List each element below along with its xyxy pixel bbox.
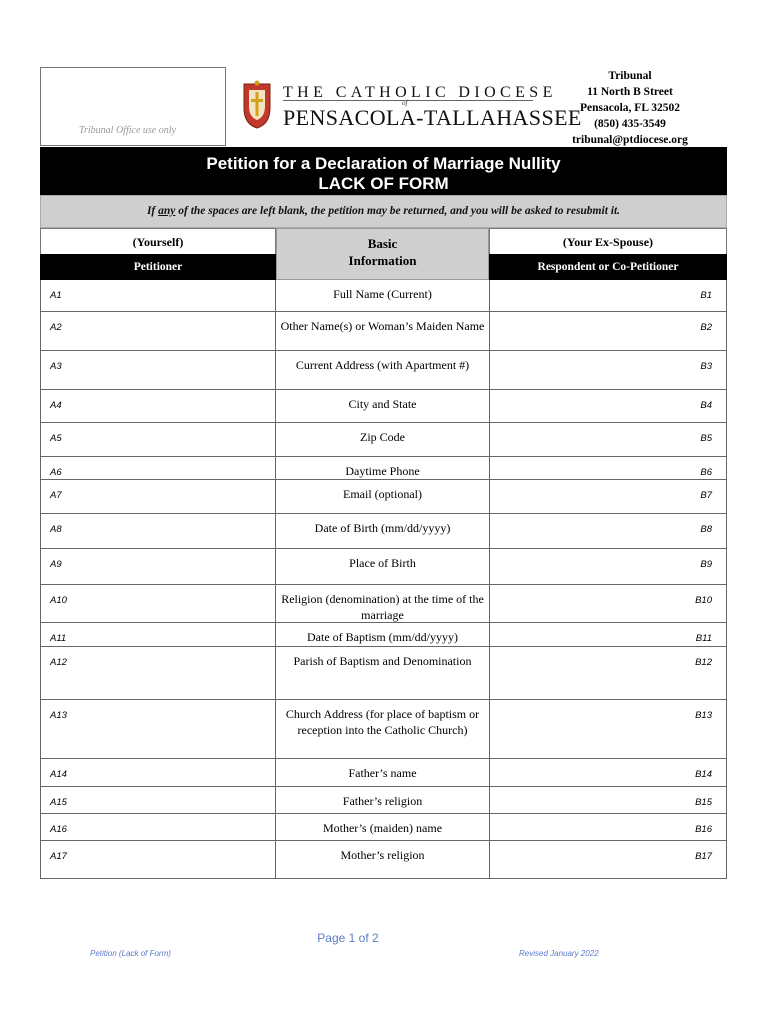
field-label: Father’s name — [348, 766, 417, 780]
petitioner-field-code: A11 — [50, 633, 67, 644]
petitioner-field-code: A17 — [50, 851, 67, 862]
field-label: Full Name (Current) — [333, 287, 432, 301]
address-street: 11 North B Street — [587, 86, 673, 98]
basic-info-line1: Basic — [367, 236, 398, 251]
basic-info-line2: Information — [348, 253, 417, 268]
field-label: Daytime Phone — [345, 464, 420, 478]
table-row — [40, 390, 727, 423]
table-row — [40, 549, 727, 585]
table-row — [40, 814, 727, 841]
footer-form-name: Petition (Lack of Form) — [90, 949, 171, 958]
table-row — [40, 457, 727, 480]
diocese-name-line2: PENSACOLA-TALLAHASSEE — [283, 105, 582, 130]
petitioner-field[interactable] — [40, 480, 276, 513]
tribunal-office-label: Tribunal Office use only — [79, 125, 176, 136]
basic-information-header — [276, 228, 489, 280]
respondent-field-code: B1 — [700, 290, 712, 301]
address-phone: (850) 435-3549 — [594, 118, 666, 130]
respondent-field-code: B15 — [695, 797, 712, 808]
table-row — [40, 312, 727, 351]
respondent-field-code: B8 — [700, 524, 712, 535]
petitioner-field-code: A1 — [50, 290, 62, 301]
respondent-field[interactable] — [489, 814, 727, 840]
petitioner-header — [40, 228, 276, 280]
table-row — [40, 759, 727, 787]
respondent-field-code: B13 — [695, 710, 712, 721]
field-label: Place of Birth — [349, 556, 416, 570]
petitioner-field[interactable] — [40, 280, 276, 311]
diocese-of: of — [402, 99, 408, 107]
petitioner-field[interactable] — [40, 549, 276, 584]
table-row — [40, 514, 727, 549]
petitioner-field-code: A15 — [50, 797, 67, 808]
diocese-name-line1: THE CATHOLIC DIOCESE — [283, 84, 557, 101]
petitioner-field-code: A16 — [50, 824, 67, 835]
respondent-field[interactable] — [489, 549, 727, 584]
table-row — [40, 841, 727, 879]
tribunal-office-box — [40, 67, 226, 146]
respondent-field-code: B14 — [695, 769, 712, 780]
table-row — [40, 623, 727, 647]
address-name: Tribunal — [608, 70, 652, 82]
petitioner-field-code: A7 — [50, 490, 62, 501]
address-email: tribunal@ptdiocese.org — [572, 134, 688, 146]
form-title-bar — [40, 147, 727, 195]
respondent-field[interactable] — [489, 787, 727, 813]
respondent-field-code: B10 — [695, 595, 712, 606]
respondent-field-code: B17 — [695, 851, 712, 862]
table-row — [40, 280, 727, 312]
respondent-field[interactable] — [489, 841, 727, 878]
respondent-field-code: B3 — [700, 361, 712, 372]
field-label: Mother’s (maiden) name — [322, 821, 443, 835]
petitioner-field[interactable] — [40, 787, 276, 813]
petitioner-field-code: A3 — [50, 361, 62, 372]
field-label: City and State — [348, 397, 417, 411]
respondent-field-code: B16 — [695, 824, 712, 835]
respondent-field[interactable] — [489, 700, 727, 758]
notice-prefix: If — [146, 205, 159, 217]
table-row — [40, 351, 727, 390]
respondent-field[interactable] — [489, 585, 727, 622]
respondent-field-code: B11 — [695, 633, 712, 644]
respondent-field[interactable] — [489, 312, 727, 350]
diocese-divider — [283, 100, 533, 101]
field-label: Email (optional) — [343, 487, 422, 501]
respondent-field[interactable] — [489, 280, 727, 311]
table-row — [40, 647, 727, 700]
table-row — [40, 787, 727, 814]
table-row — [40, 585, 727, 623]
respondent-field[interactable] — [489, 351, 727, 389]
respondent-header-bottom: Respondent or Co-Petitioner — [489, 254, 727, 280]
petitioner-field[interactable] — [40, 514, 276, 548]
field-label: Zip Code — [360, 430, 405, 444]
respondent-field-code: B9 — [700, 559, 712, 570]
petitioner-header-top: (Yourself) — [132, 235, 184, 249]
respondent-field[interactable] — [489, 457, 727, 479]
petitioner-field-code: A4 — [50, 400, 62, 411]
petitioner-field[interactable] — [40, 585, 276, 622]
field-label: Other Name(s) or Woman’s Maiden Name — [280, 319, 485, 333]
notice-suffix: of the spaces are left blank, the petition may be returned, and you will be asked to resubmit it. — [175, 205, 621, 217]
respondent-field[interactable] — [489, 623, 727, 646]
respondent-field-code: B4 — [700, 400, 712, 411]
page-number: Page 1 of 2 — [317, 931, 379, 945]
petitioner-field[interactable] — [40, 814, 276, 840]
petitioner-field-code: A14 — [50, 769, 67, 780]
petitioner-field-code: A9 — [50, 559, 62, 570]
petitioner-field[interactable] — [40, 700, 276, 758]
respondent-field[interactable] — [489, 647, 727, 699]
petitioner-field-code: A8 — [50, 524, 62, 535]
field-label: Father’s religion — [342, 794, 423, 808]
petitioner-field[interactable] — [40, 759, 276, 786]
petitioner-field[interactable] — [40, 623, 276, 646]
petitioner-field-code: A13 — [50, 710, 67, 721]
respondent-field[interactable] — [489, 759, 727, 786]
respondent-field-code: B2 — [700, 322, 712, 333]
field-label: Date of Baptism (mm/dd/yyyy) — [307, 630, 458, 644]
respondent-field[interactable] — [489, 480, 727, 513]
respondent-field-code: B5 — [700, 433, 712, 444]
petitioner-field[interactable] — [40, 423, 276, 456]
diocese-crest-icon — [240, 80, 274, 130]
information-table — [40, 280, 727, 879]
petitioner-field[interactable] — [40, 351, 276, 389]
footer-revision: Revised January 2022 — [519, 949, 599, 958]
field-label: Parish of Baptism and Denomination — [293, 654, 472, 668]
respondent-field-code: B7 — [700, 490, 712, 501]
form-subtitle: LACK OF FORM — [318, 174, 449, 193]
field-label: Current Address (with Apartment #) — [295, 358, 470, 372]
respondent-field-code: B6 — [700, 467, 712, 478]
petitioner-field[interactable] — [40, 390, 276, 422]
blank-spaces-notice — [40, 195, 727, 228]
form-title: Petition for a Declaration of Marriage Nullity — [206, 154, 561, 173]
petitioner-header-bottom: Petitioner — [40, 254, 276, 280]
table-row — [40, 700, 727, 759]
field-label: Mother’s religion — [340, 848, 425, 862]
petitioner-field[interactable] — [40, 312, 276, 350]
field-label: Religion (denomination) at the time of the marriage — [281, 592, 484, 622]
field-label: Date of Birth (mm/dd/yyyy) — [314, 521, 451, 535]
field-label: Church Address (for place of baptism or reception into the Catholic Church) — [285, 707, 480, 737]
table-row — [40, 423, 727, 457]
petitioner-field-code: A2 — [50, 322, 62, 333]
tribunal-address — [560, 68, 700, 148]
table-row — [40, 480, 727, 514]
respondent-field[interactable] — [489, 514, 727, 548]
petitioner-field[interactable] — [40, 457, 276, 479]
respondent-header — [489, 228, 727, 280]
petitioner-field[interactable] — [40, 841, 276, 878]
respondent-field-code: B12 — [695, 657, 712, 668]
petitioner-field-code: A6 — [50, 467, 62, 478]
notice-emphasis: any — [158, 205, 176, 217]
petitioner-field[interactable] — [40, 647, 276, 699]
petitioner-field-code: A5 — [50, 433, 62, 444]
address-city: Pensacola, FL 32502 — [580, 102, 680, 114]
respondent-field[interactable] — [489, 390, 727, 422]
petitioner-field-code: A12 — [50, 657, 67, 668]
respondent-field[interactable] — [489, 423, 727, 456]
petitioner-field-code: A10 — [50, 595, 67, 606]
respondent-header-top: (Your Ex-Spouse) — [562, 235, 654, 249]
